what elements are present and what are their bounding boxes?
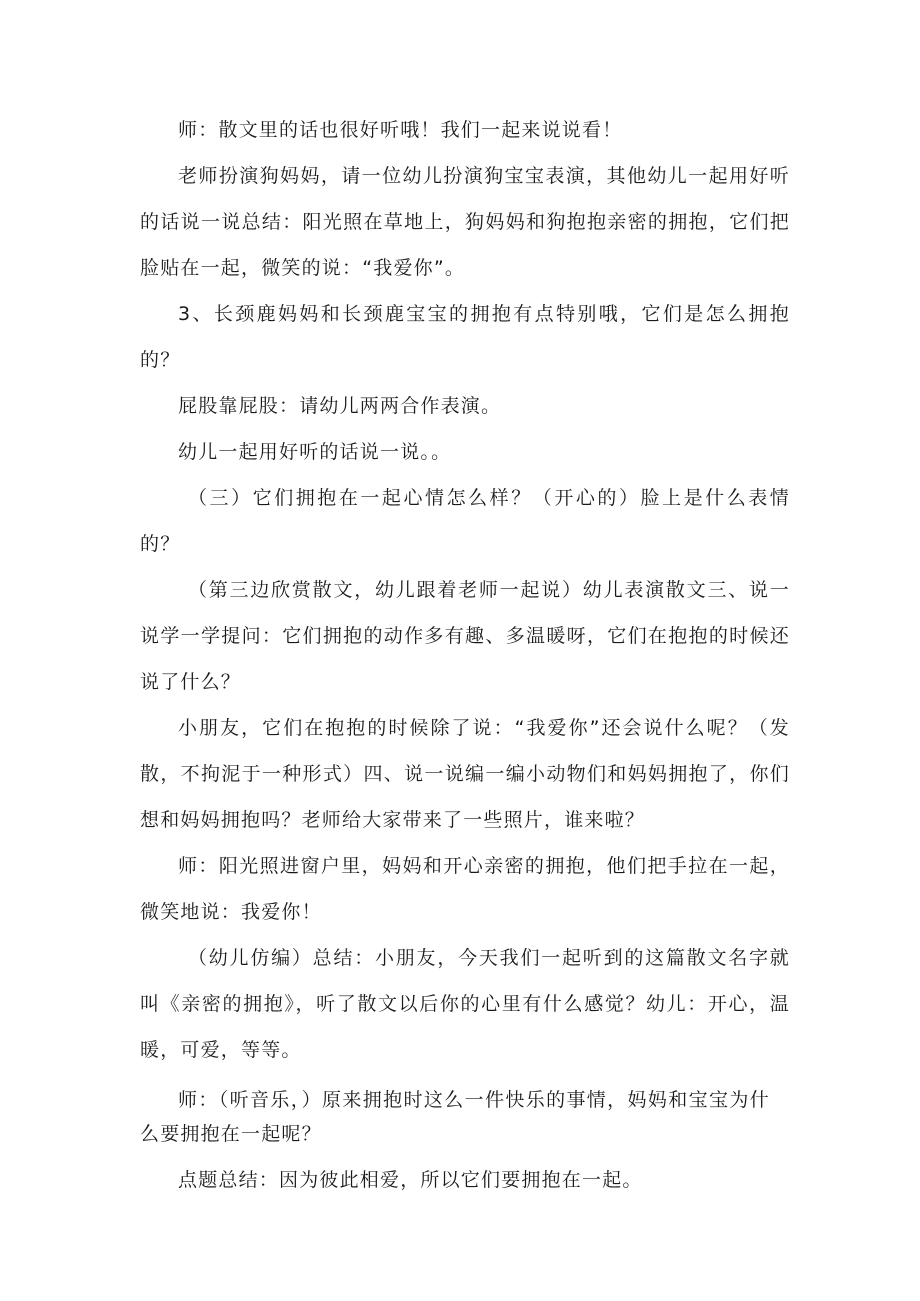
paragraph-8: 小朋友，它们在抱抱的时候除了说：“我爱你”还会说什么呢？（发散，不拘泥于一种形式）四、说一说编一编小动物们和妈妈拥抱了，你们想和妈妈拥抱吗？老师给大家带来了一些照片，谁来啦？ bbox=[140, 717, 790, 831]
paragraph-4: 屁股靠屁股：请幼儿两两合作表演。 bbox=[178, 395, 502, 417]
paragraph-12: 点题总结：因为彼此相爱，所以它们要拥抱在一起。 bbox=[178, 1169, 643, 1191]
paragraph-2: 老师扮演狗妈妈，请一位幼儿扮演狗宝宝表演，其他幼儿一起用好听的话说一说总结：阳光照在草地上，狗妈妈和狗抱抱亲密的拥抱，它们把脸贴在一起，微笑的说：“我爱你”。 bbox=[140, 165, 790, 279]
paragraph-6: （三）它们拥抱在一起心情怎么样？（开心的）脸上是什么表情的？ bbox=[140, 487, 790, 555]
paragraph-1: 师：散文里的话也很好听哦！我们一起来说说看！ bbox=[178, 119, 623, 141]
paragraph-7: （第三边欣赏散文，幼儿跟着老师一起说）幼儿表演散文三、说一说学一学提问：它们拥抱的动作多有趣、多温暖呀，它们在抱抱的时候还说了什么？ bbox=[140, 579, 790, 693]
paragraph-5: 幼儿一起用好听的话说一说。。 bbox=[178, 441, 452, 463]
top-margin bbox=[0, 0, 920, 107]
paragraph-11: 师：（听音乐，）原来拥抱时这么一件快乐的事情，妈妈和宝宝为什么要拥抱在一起呢？ bbox=[140, 1089, 770, 1145]
paragraph-3: 3、长颈鹿妈妈和长颈鹿宝宝的拥抱有点特别哦，它们是怎么拥抱的？ bbox=[140, 303, 790, 371]
paragraph-9: 师：阳光照进窗户里，妈妈和开心亲密的拥抱，他们把手拉在一起，微笑地说：我爱你！ bbox=[140, 855, 790, 923]
paragraph-10: （幼儿仿编）总结：小朋友，今天我们一起听到的这篇散文名字就叫《亲密的拥抱》，听了散文以后你的心里有什么感觉？幼儿：开心，温暖，可爱，等等。 bbox=[140, 947, 790, 1061]
